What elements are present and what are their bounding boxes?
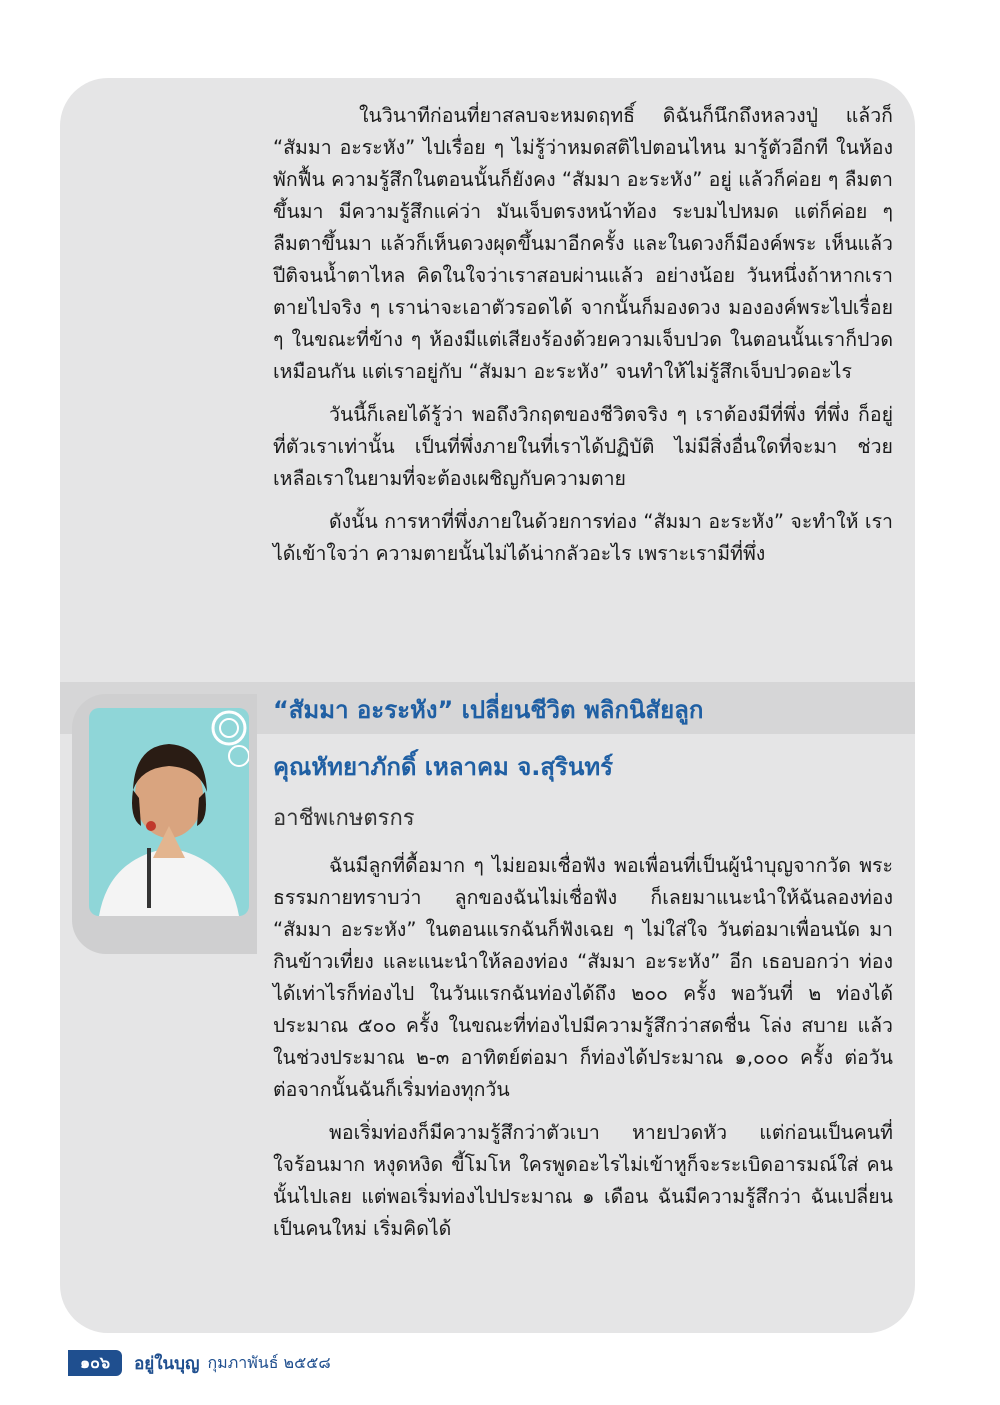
paragraph: ฉันมีลูกที่ดื้อมาก ๆ ไม่ยอมเชื่อฟัง พอเพื่อนที่เป็นผู้นำบุญจากวัด พระธรรมกายทราบว่า ลูกของฉันไม่เชื่อฟัง ก็เลยมาแนะนำให้ฉันลองท่อง “สัมมา อะระหัง” ในตอนแรกฉันก็ฟังเฉย ๆ ไม่ใส่ใจ วันต่อมาเพื่อนนัด มากินข้าวเที่ยง และแนะนำให้ลองท่อง “สัมมา อะระหัง” อีก เธอบอกว่า ท่องได้เท่าไรก็ท่องไป ในวันแรกฉันท่องได้ถึง ๒๐๐ ครั้ง พอวันที่ ๒ ท่องได้ประมาณ ๕๐๐ ครั้ง ในขณะที่ท่องไปมีความรู้สึกว่าสดชื่น โล่ง สบาย แล้วในช่วงประมาณ ๒-๓ อาทิตย์ต่อมา ก็ท่องได้ประมาณ ๑,๐๐๐ ครั้ง ต่อวัน ต่อจากนั้นฉันก็เริ่มท่องทุกวัน [273,854,893,1101]
paragraph: พอเริ่มท่องก็มีความรู้สึกว่าตัวเบา หายปวดหัว แต่ก่อนเป็นคนที่ ใจร้อนมาก หงุดหงิด ขี้โมโห ใครพูดอะไรไม่เข้าหูก็จะระเบิดอารมณ์ใส่ คนนั้นไปเลย แต่พอเริ่มท่องไปประมาณ ๑ เดือน ฉันมีความรู้สึกว่า ฉันเปลี่ยนเป็นคนใหม่ เริ่มคิดได้ [273,1121,893,1240]
page-number: ๑๐๖ [68,1350,122,1376]
paragraph: ในวินาทีก่อนที่ยาสลบจะหมดฤทธิ์ ดิฉันก็นึกถึงหลวงปู่ แล้วก็ “สัมมา อะระหัง” ไปเรื่อย ๆ ไม่รู้ว่าหมดสติไปตอนไหน มารู้ตัวอีกที ในห้องพักฟื้น ความรู้สึกในตอนนั้นก็ยังคง “สัมมา อะระหัง” อยู่ แล้วก็ค่อย ๆ ลืมตาขึ้นมา มีความรู้สึกแค่ว่า มันเจ็บตรงหน้าท้อง ระบมไปหมด แต่ก็ค่อย ๆ ลืมตาขึ้นมา แล้วก็เห็นดวงผุดขึ้นมาอีกครั้ง และในดวงก็มีองค์พระ เห็นแล้วปีติจนน้ำตาไหล คิดในใจว่าเราสอบผ่านแล้ว อย่างน้อย วันหนึ่งถ้าหากเราตายไปจริง ๆ เราน่าจะเอาตัวรอดได้ จากนั้นก็มองดวง มององค์พระไปเรื่อย ๆ ในขณะที่ข้าง ๆ ห้องมีแต่เสียงร้องด้วยความเจ็บปวด ในตอนนั้นเราก็ปวดเหมือนกัน แต่เราอยู่กับ “สัมมา อะระหัง” จนทำให้ไม่รู้สึกเจ็บปวดอะไร [273,104,893,383]
person-name: คุณหัทยาภักดิ์ เหลาคม จ.สุรินทร์ [273,753,614,781]
portrait-photo [89,708,249,916]
paragraph: ดังนั้น การหาที่พึ่งภายในด้วยการท่อง “สัมมา อะระหัง” จะทำให้ เราได้เข้าใจว่า ความตายนั้นไม่ได้น่ากลัวอะไร เพราะเรามีที่พึ่ง [273,510,893,565]
article-body-top [273,100,893,581]
page-footer [68,1347,331,1379]
article-body-section [273,850,893,1256]
occupation: อาชีพเกษตรกร [273,806,415,831]
magazine-name: อยู่ในบุญ [134,1353,200,1374]
section-title: “สัมมา อะระหัง” เปลี่ยนชีวิต พลิกนิสัยลูก [273,696,704,724]
paragraph: วันนี้ก็เลยได้รู้ว่า พอถึงวิกฤตของชีวิตจริง ๆ เราต้องมีที่พึ่ง ที่พึ่ง ก็อยู่ที่ตัวเราเท่านั้น เป็นที่พึ่งภายในที่เราได้ปฏิบัติ ไม่มีสิ่งอื่นใดที่จะมา ช่วยเหลือเราในยามที่จะต้องเผชิญกับความตาย [273,403,893,490]
issue-date: กุมภาพันธ์ ๒๕๕๘ [207,1352,331,1372]
